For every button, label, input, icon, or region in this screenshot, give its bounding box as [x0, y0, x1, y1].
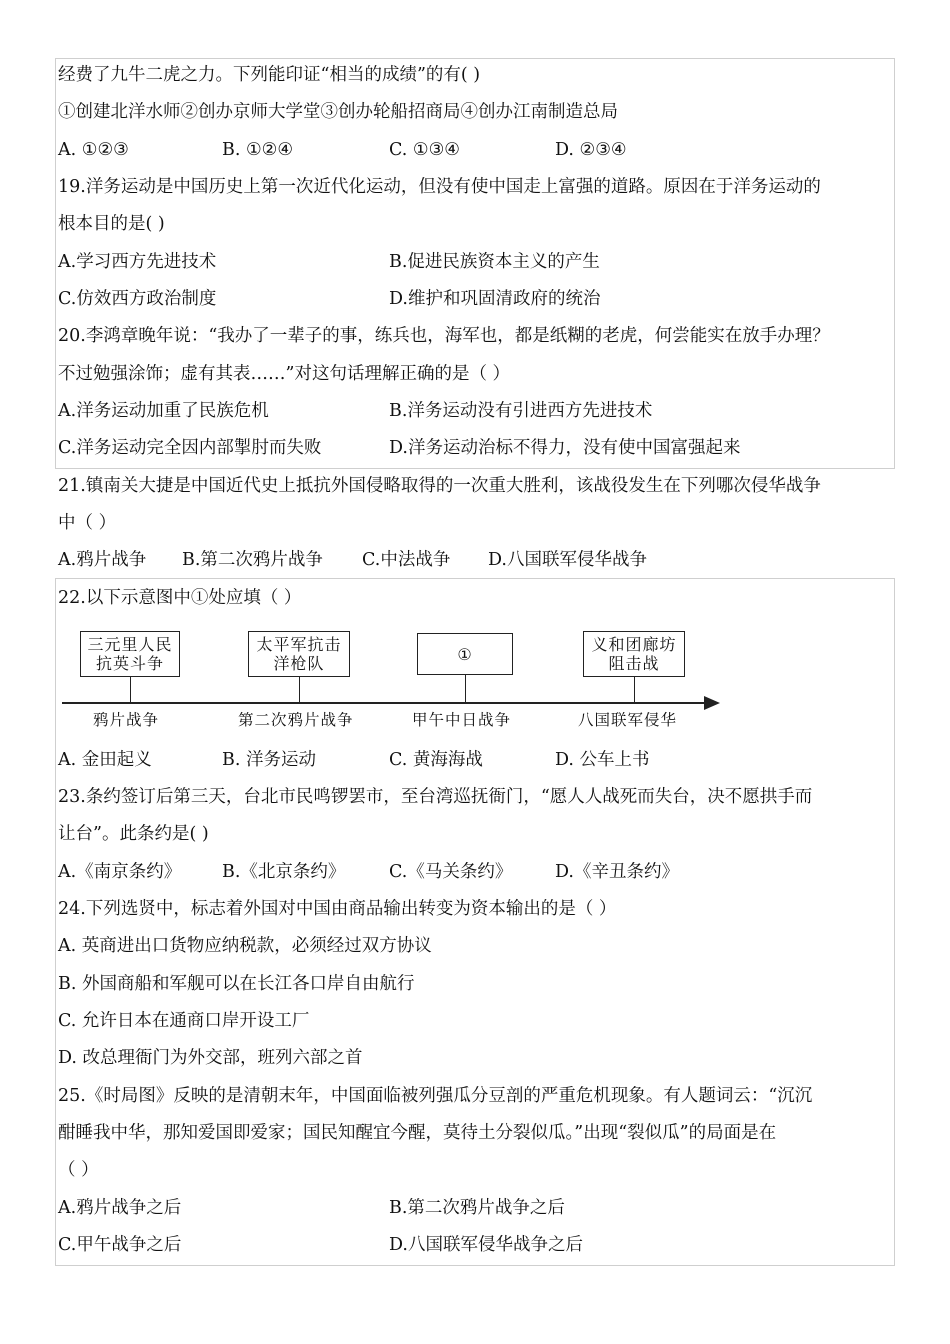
timeline-box-2-line2: 洋枪队	[273, 654, 325, 673]
timeline-tick-4	[634, 677, 635, 703]
timeline-box-blank	[417, 633, 513, 675]
q24-option-d[interactable]: D. 改总理衙门为外交部，班列六部之首	[58, 1048, 363, 1068]
q19-option-a[interactable]: A.学习西方先进技术	[58, 252, 217, 272]
q22-stem: 22.以下示意图中①处应填（ ）	[58, 588, 302, 608]
q25-stem-line1: 25.《时局图》反映的是清朝末年，中国面临被列强瓜分豆剖的严重危机现象。有人题词云：“沉沉	[58, 1086, 813, 1106]
q19-option-c[interactable]: C.仿效西方政治制度	[58, 289, 217, 309]
q21-option-c[interactable]: C.中法战争	[362, 550, 451, 570]
q20-option-a[interactable]: A.洋务运动加重了民族危机	[58, 401, 269, 421]
q18-option-b[interactable]: B. ①②④	[222, 140, 294, 160]
timeline-tick-2	[299, 677, 300, 703]
q24-option-c[interactable]: C. 允许日本在通商口岸开设工厂	[58, 1011, 310, 1031]
q18-option-c[interactable]: C. ①③④	[389, 140, 460, 160]
timeline-label-3: 甲午中日战争	[412, 711, 512, 729]
timeline-box-4-line2: 阻击战	[608, 654, 660, 673]
q25-option-d[interactable]: D.八国联军侵华战争之后	[389, 1235, 583, 1255]
section-frame-middle	[55, 578, 895, 1266]
q19-option-b[interactable]: B.促进民族资本主义的产生	[389, 252, 600, 272]
q24-stem: 24.下列选贤中，标志着外国对中国由商品输出转变为资本输出的是（ ）	[58, 899, 617, 919]
timeline-box-2-line1: 太平军抗击	[256, 635, 342, 654]
q21-option-b[interactable]: B.第二次鸦片战争	[182, 550, 323, 570]
q20-option-b[interactable]: B.洋务运动没有引进西方先进技术	[389, 401, 653, 421]
timeline-arrow-icon	[704, 696, 720, 710]
q18-items: ①创建北洋水师②创办京师大学堂③创办轮船招商局④创办江南制造总局	[58, 102, 618, 122]
q20-option-c[interactable]: C.洋务运动完全因内部掣肘而失败	[58, 438, 322, 458]
q19-stem-line2: 根本目的是( )	[58, 214, 165, 234]
q23-option-b[interactable]: B.《北京条约》	[222, 862, 346, 882]
q21-stem-line2: 中（ ）	[58, 513, 117, 533]
timeline-box-2	[248, 631, 350, 677]
q18-option-a[interactable]: A. ①②③	[58, 140, 129, 160]
q21-option-a[interactable]: A.鸦片战争	[58, 550, 147, 570]
q23-option-d[interactable]: D.《辛丑条约》	[555, 862, 679, 882]
timeline-box-1-line1: 三元里人民	[87, 635, 173, 654]
q21-stem-line1: 21.镇南关大捷是中国近代史上抵抗外国侵略取得的一次重大胜利，该战役发生在下列哪次侵华战争	[58, 476, 821, 496]
q18-option-d[interactable]: D. ②③④	[555, 140, 627, 160]
q20-stem-line2: 不过勉强涂饰；虚有其表……”对这句话理解正确的是（ ）	[58, 364, 511, 384]
q24-option-b[interactable]: B. 外国商船和军舰可以在长江各口岸自由航行	[58, 974, 415, 994]
q25-stem-line2: 酣睡我中华，那知爱国即爱家；国民知醒宜今醒，莫待土分裂似瓜。”出现“裂似瓜”的局面是在	[58, 1123, 777, 1143]
q19-stem-line1: 19.洋务运动是中国历史上第一次近代化运动，但没有使中国走上富强的道路。原因在于洋务运动的	[58, 177, 821, 197]
q23-stem-line2: 让台”。此条约是( )	[58, 824, 209, 844]
q25-option-a[interactable]: A.鸦片战争之后	[58, 1198, 182, 1218]
q20-stem-line1: 20.李鸿章晚年说：“我办了一辈子的事，练兵也，海军也，都是纸糊的老虎，何尝能实在放手办理？	[58, 326, 830, 346]
q25-stem-line3: （ ）	[58, 1160, 99, 1180]
timeline-box-4	[583, 631, 685, 677]
q20-option-d[interactable]: D.洋务运动治标不得力，没有使中国富强起来	[389, 438, 741, 458]
q22-option-c[interactable]: C. 黄海海战	[389, 750, 483, 770]
q22-option-a[interactable]: A. 金田起义	[58, 750, 152, 770]
q25-option-b[interactable]: B.第二次鸦片战争之后	[389, 1198, 565, 1218]
timeline-tick-3	[465, 675, 466, 703]
q23-option-c[interactable]: C.《马关条约》	[389, 862, 513, 882]
timeline-axis	[62, 702, 706, 704]
timeline-label-1: 鸦片战争	[93, 711, 160, 729]
timeline-box-4-line1: 义和团廊坊	[591, 635, 677, 654]
q19-option-d[interactable]: D.维护和巩固清政府的统治	[389, 289, 601, 309]
q21-option-d[interactable]: D.八国联军侵华战争	[488, 550, 647, 570]
q22-option-b[interactable]: B. 洋务运动	[222, 750, 316, 770]
timeline-label-2: 第二次鸦片战争	[238, 711, 354, 729]
q18-stem: 经费了九牛二虎之力。下列能印证“相当的成绩”的有( )	[58, 65, 481, 85]
timeline-tick-1	[130, 677, 131, 703]
timeline-label-4: 八国联军侵华	[578, 711, 678, 729]
q22-option-d[interactable]: D. 公车上书	[555, 750, 650, 770]
timeline-box-1	[80, 631, 180, 677]
q23-option-a[interactable]: A.《南京条约》	[58, 862, 182, 882]
q25-option-c[interactable]: C.甲午战争之后	[58, 1235, 182, 1255]
q24-option-a[interactable]: A. 英商进出口货物应纳税款，必须经过双方协议	[58, 936, 432, 956]
timeline-box-blank-marker: ①	[457, 644, 473, 664]
q23-stem-line1: 23.条约签订后第三天，台北市民鸣锣罢市，至台湾巡抚衙门，“愿人人战死而失台，决不愿拱手而	[58, 787, 813, 807]
timeline-box-1-line2: 抗英斗争	[95, 654, 164, 673]
